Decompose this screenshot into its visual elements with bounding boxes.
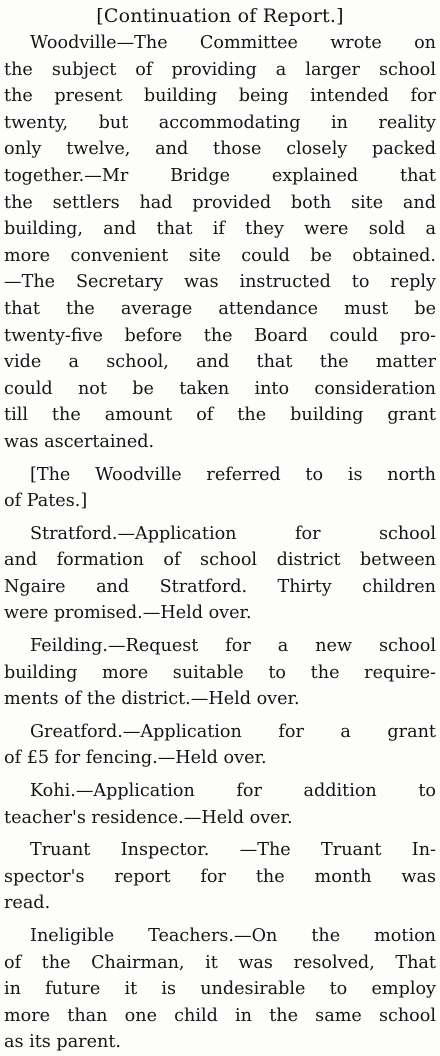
text-line: was ascertained.	[4, 431, 155, 452]
text-line: the present building being intended for	[4, 86, 436, 107]
text-line: spector's report for the month was	[4, 866, 436, 887]
text-line: —The Secretary was instructed to reply	[4, 272, 436, 293]
text-line: Ngaire and Stratford. Thirty children	[4, 576, 436, 597]
text-line: only twelve, and those closely packed	[4, 139, 436, 160]
text-line: Feilding.—Request for a new school	[30, 636, 436, 657]
text-line: in future it is undesirable to employ	[4, 979, 436, 1000]
text-line: more than one child in the same school	[4, 1005, 436, 1026]
paragraph	[4, 719, 436, 772]
paragraph	[4, 837, 436, 917]
text-line: could not be taken into consideration	[4, 378, 436, 399]
text-line: Stratford.—Application for school	[30, 523, 436, 544]
text-line: twenty, but accommodating in reality	[4, 112, 436, 133]
text-line: more convenient site could be obtained.	[4, 245, 436, 266]
text-line: building more suitable to the require-	[4, 662, 436, 683]
paragraph	[4, 521, 436, 627]
paragraph	[4, 923, 436, 1056]
text-line: of £5 for fencing.—Held over.	[4, 748, 267, 769]
article-body	[4, 30, 436, 1056]
text-line: together.—Mr Bridge explained that	[4, 165, 436, 186]
paragraph	[4, 633, 436, 713]
paragraph	[4, 778, 436, 831]
text-line: vide a school, and that the matter	[4, 352, 436, 373]
text-line: read.	[4, 893, 51, 914]
text-line: twenty-five before the Board could pro-	[4, 325, 436, 346]
text-line: and formation of school district between	[4, 550, 436, 571]
text-line: ments of the district.—Held over.	[4, 689, 300, 710]
text-line: teacher's residence.—Held over.	[4, 807, 293, 828]
text-line: Greatford.—Application for a grant	[30, 721, 436, 742]
paragraph	[4, 462, 436, 515]
paragraph	[4, 30, 436, 456]
text-line: as its parent.	[4, 1032, 121, 1053]
section-heading: [Continuation of Report.]	[96, 5, 344, 27]
text-line: of Pates.]	[4, 491, 88, 512]
text-line: were promised.—Held over.	[4, 603, 252, 624]
text-line: till the amount of the building grant	[4, 405, 436, 426]
text-line: the subject of providing a larger school	[4, 59, 436, 80]
text-line: [The Woodville referred to is north	[30, 464, 436, 485]
text-line: building, and that if they were sold a	[4, 219, 436, 240]
text-line: the settlers had provided both site and	[4, 192, 436, 213]
text-line: that the average attendance must be	[4, 298, 436, 319]
text-line: Ineligible Teachers.—On the motion	[30, 926, 436, 946]
text-line: Kohi.—Application for addition to	[30, 781, 436, 802]
text-line: Woodville—The Committee wrote on	[30, 33, 436, 53]
text-line: Truant Inspector. —The Truant In-	[30, 840, 436, 861]
text-line: of the Chairman, it was resolved, That	[4, 952, 436, 973]
